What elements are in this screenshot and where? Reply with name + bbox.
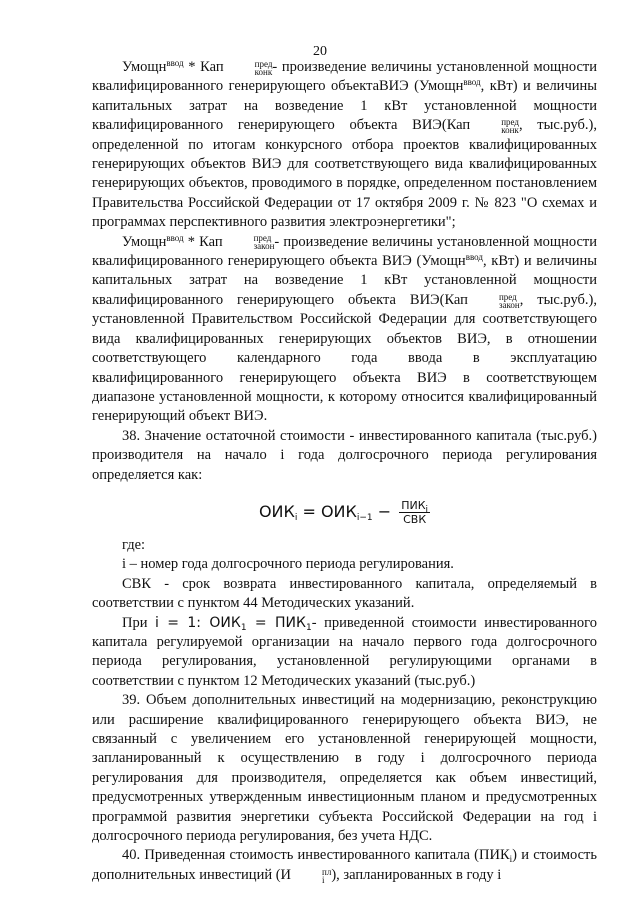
formula-minus: −: [372, 501, 397, 521]
text: , кВт) и величины капитальных затрат на возведение 1 кВт установленной мощности квалифицированного генерирующего объекта ВИЭ(Кап: [92, 78, 597, 134]
text: - произведение величины установленной мощности квалифицированного генерирующего объекта ВИЭ (Умощн: [92, 233, 597, 270]
formula-rhs: ОИК: [320, 501, 357, 521]
sub-i: i: [509, 854, 513, 865]
text: 40. Приведенная стоимость инвестированного капитала (ПИК: [122, 847, 510, 864]
fraction-numerator-sub: i: [425, 504, 429, 515]
paragraph-39: 39. Объем дополнительных инвестиций на модернизацию, реконструкцию или расширение квалифицированного генерирующего объекта ВИЭ, не связанный с увеличением его установленной генерирующей мощности, запланированный к осуществлению в году i долгосрочного периода регулирования для производителя, определяется как объем инвестиций, предусмотренных утвержденным инвестиционным планом и предусмотренных программой развития энергетики субъекта Российской Федерации на год i долгосрочного периода регулирования, без учета НДС.: [92, 692, 597, 845]
kap-indices: пред конк: [254, 58, 273, 77]
paragraph-umoshn-kap-konk: [92, 58, 597, 233]
formula-lhs: ОИК: [258, 501, 295, 521]
fraction-denominator: СВК: [403, 512, 427, 526]
definition-i: i – номер года долгосрочного периода регулирования.: [122, 556, 454, 573]
i-indices: пл i: [322, 866, 332, 885]
formula-lhs-sub: i: [294, 512, 298, 523]
symbol-umoshn: Умощн: [122, 59, 167, 75]
kap-indices: пред закон: [498, 291, 520, 310]
text: При: [122, 614, 156, 631]
paragraph-38: 38. Значение остаточной стоимости - инвестированного капитала (тыс.руб.) производителя на начало i года долгосрочного периода регулирования определяется как:: [92, 427, 597, 483]
fraction-numerator: ПИК: [401, 498, 426, 512]
symbol-kap: Кап: [200, 59, 224, 75]
formula-eq: =: [297, 501, 321, 521]
paragraph-40: [92, 846, 597, 885]
definition-svk: СВК - срок возврата инвестированного капитала, определяемый в соответствии с пунктом 44 Методических указаний.: [92, 575, 597, 612]
where-label: где:: [122, 536, 146, 553]
kap-indices: пред конк: [501, 116, 519, 135]
text: , кВт) и величины капитальных затрат на возведение 1 кВт установленной мощности квалифицированного генерирующего объекта ВИЭ(Кап: [92, 253, 598, 308]
operator: *: [183, 233, 200, 250]
text: , тыс.руб.), установленной Правительством Российской Федерации для соответствующего вида квалифицированных генерирующих объектов ВИЭ, в отношении соответствующего календарного года ввода в эксплуатацию квалифицированного генерирующего объекта ВИЭ в соответствующем диапазоне установленной мощности, к которому относится квалифицированный генерирующий объект ВИЭ.: [92, 291, 598, 425]
sup-vvod: ввод: [465, 252, 483, 263]
text: - приведенной стоимости инвестированного капитала регулируемой организации на начало первого года долгосрочного периода регулирования, установленной регулирующими органами в соответствии с пунктом 12 Методических указаний (тыс.руб.): [92, 614, 598, 689]
symbol-kap: Кап: [199, 233, 223, 250]
text: ) и стоимость дополнительных инвестиций (И: [92, 847, 597, 883]
sup-vvod: ввод: [166, 232, 184, 243]
formula-rhs-sub: i−1: [356, 512, 373, 523]
sup-vvod: ввод: [166, 58, 184, 68]
operator: *: [183, 59, 201, 75]
text: , тыс.руб.), определенной по итогам конкурсного отбора проектов квалифицированных генерирующих объектов ВИЭ для соответствующего вида квалифицированных генерирующих объектов, проводимого в порядке, определенном постановлением Правительства Российской Федерации от 17 октября 2009 г. № 823 "О схемах и программах перспективного развития электроэнергетики";: [92, 117, 598, 231]
condition-formula: i = 1: $ОИК_1 = ПИК_1$: [155, 614, 312, 633]
formula-fraction: [399, 499, 430, 526]
symbol-umoshn: Умощн: [122, 233, 167, 250]
paragraph-umoshn-kap-zakon: [92, 233, 597, 427]
document-body: [92, 58, 597, 885]
kap-indices: пред закон: [253, 233, 275, 252]
text: - произведение величины установленной мощности квалифицированного генерирующего объектаВИЭ (Умощн: [92, 59, 598, 95]
sup-vvod: ввод: [463, 77, 481, 88]
page-number: 20: [313, 44, 327, 59]
text: ), запланированных в году i: [331, 866, 502, 883]
formula-oik: [92, 499, 597, 526]
definition-first-year: [92, 614, 597, 692]
